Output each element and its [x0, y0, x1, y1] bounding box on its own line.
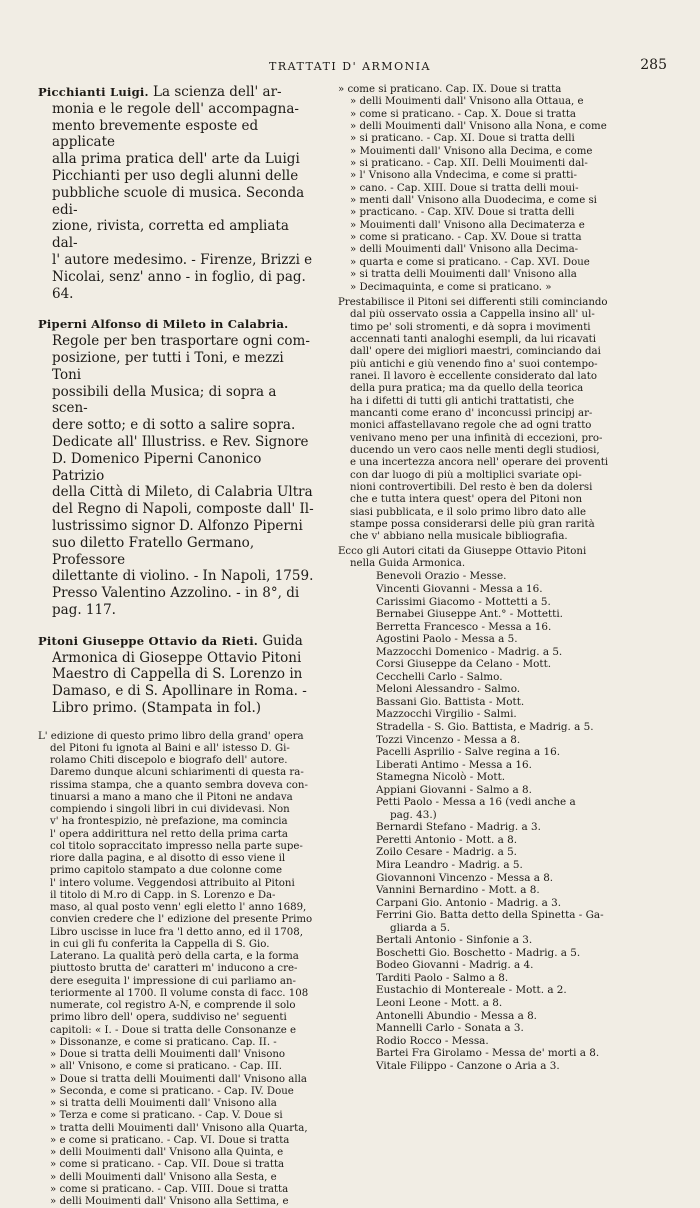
entry-line: l' autore medesimo. - Firenze, Brizzi e	[52, 251, 313, 268]
author-list-item: Berretta Francesco - Messa a 16.	[376, 620, 552, 633]
note-line: » delli Mouimenti dall' Vnisono alla Sesta, e	[50, 1171, 277, 1183]
page-header	[0, 57, 700, 80]
author-list-item: Petti Paolo - Messa a 16 (vedi anche a	[376, 796, 576, 809]
entry-line: Regole per ben trasportare ogni com-	[52, 333, 310, 350]
entry-author: Piperni Alfonso di Mileto in Calabria.	[38, 317, 289, 332]
paragraph-line: più antichi e giù venendo fino a' suoi contempo-	[350, 358, 598, 370]
author-list-item: Corsi Giuseppe da Celano - Mott.	[376, 658, 552, 671]
author-list-item: Bertali Antonio - Sinfonie a 3.	[376, 934, 533, 947]
quote-line: » si praticano. - Cap. XI. Doue si tratta delli	[350, 133, 575, 145]
entry-line: Picchianti per uso degli alunni delle	[52, 167, 299, 184]
entry-line: Maestro di Cappella di S. Lorenzo in	[52, 666, 303, 683]
note-line: dere eseguita l' impressione di cui parliamo an-	[50, 975, 296, 987]
note-line: compiendo i singoli libri in cui dividevasi. Non	[50, 804, 290, 816]
note-line: » come si praticano. - Cap. VIII. Doue si tratta	[50, 1183, 289, 1195]
author-list-item: Bernabei Giuseppe Ant.° - Mottetti.	[376, 608, 563, 621]
quote-line: » delli Mouimenti dall' Vnisono alla Ottaua, e	[350, 96, 584, 108]
author-list-item: Mazzocchi Virgilio - Salmi.	[376, 708, 517, 721]
note-line: Laterano. La qualità però della carta, e la forma	[50, 951, 299, 963]
note-line: in cui gli fu conferita la Cappella di S. Gio.	[50, 938, 270, 950]
paragraph-line: con dar luogo di più a moltiplici svariate opi-	[350, 469, 582, 481]
note-line: numerate, col registro A-N, e comprende il solo	[50, 1000, 296, 1012]
author-list-item: Cecchelli Carlo - Salmo.	[376, 670, 503, 683]
intro-line: Ecco gli Autori citati da Giuseppe Ottavio Pitoni	[338, 545, 587, 557]
note-line: piuttosto brutta de' caratteri m' inducono a cre-	[50, 963, 298, 975]
author-list-item: Giovannoni Vincenzo - Messa a 8.	[376, 871, 554, 884]
note-line: teriormente al 1700. Il volume consta di facc. 108	[50, 987, 309, 999]
left-column	[38, 84, 316, 1208]
author-list-item: Vannini Bernardino - Mott. a 8.	[376, 884, 540, 897]
note-line: » all' Vnisono, e come si praticano. - Cap. III.	[50, 1061, 283, 1073]
entry-first-line	[38, 633, 316, 650]
quote-line: » Mouimenti dall' Vnisono alla Decima, e come	[350, 145, 593, 157]
author-list-item: Liberati Antimo - Messa a 16.	[376, 758, 532, 771]
quote-line: » Mouimenti dall' Vnisono alla Decimaterza e	[350, 219, 585, 231]
paragraph-line: dall' opere dei migliori maestri, cominciando dai	[350, 346, 601, 358]
paragraph-line: Prestabilisce il Pitoni sei differenti stili cominciando	[338, 296, 608, 308]
author-list-item: Vitale Filippo - Canzone o Aria a 3.	[376, 1059, 560, 1072]
entry-line: pubbliche scuole di musica. Seconda edi-	[52, 184, 305, 218]
note-line: » Doue si tratta delli Mouimenti dall' Vnisono	[50, 1049, 286, 1061]
note-line: riore dalla pagina, e al disotto di esso viene il	[50, 853, 286, 865]
note-line: Daremo dunque alcuni schiarimenti di questa ra-	[50, 767, 304, 779]
entry-line: Nicolai, senz' anno - in foglio, di pag. 64.	[52, 268, 306, 302]
author-list-item: Appiani Giovanni - Salmo a 8.	[376, 783, 532, 796]
note-line: » delli Mouimenti dall' Vnisono alla Settima, e	[50, 1196, 289, 1208]
author-list-item: Leoni Leone - Mott. a 8.	[376, 997, 503, 1009]
entry-line: Armonica di Gioseppe Ottavio Pitoni	[52, 649, 302, 666]
paragraph-line: che v' abbiano nella musicale bibliografia.	[350, 531, 568, 543]
entry-line: Presso Valentino Azzolino. - in 8°, di	[52, 585, 300, 602]
note-line: l' intero volume. Veggendosi attribuito al Pitoni	[50, 877, 295, 889]
note-line: » come si praticano. - Cap. VII. Doue si tratta	[50, 1159, 285, 1171]
author-list-item: Bernardi Stefano - Madrig. a 3.	[376, 821, 541, 834]
note-line: rissima stampa, che a quanto sembra doveva con-	[50, 779, 308, 791]
author-list-item: Bartei Fra Girolamo - Messa de' morti a 8.	[376, 1047, 600, 1060]
author-list-item: Rodio Rocco - Messa.	[376, 1034, 489, 1047]
entry-line: monia e le regole dell' accompagna-	[52, 100, 299, 117]
intro-line: nella Guida Armonica.	[350, 558, 466, 570]
right-column	[338, 84, 656, 1072]
quote-line: » si praticano. - Cap. XII. Delli Mouimenti dal-	[350, 158, 588, 170]
entry-title-start: Guida	[258, 632, 303, 649]
author-list-item: Meloni Alessandro - Salmo.	[376, 683, 521, 696]
quote-line: » Decimaquinta, e come si praticano. »	[350, 281, 552, 293]
paragraph-line: mancanti come erano d' inconcussi principj ar-	[350, 407, 593, 419]
entry-line: pag. 117.	[52, 601, 116, 618]
quote-line: » come si praticano. Cap. IX. Doue si tratta	[338, 84, 562, 95]
entry-line: Libro primo. (Stampata in fol.)	[52, 699, 262, 716]
author-list-item: Mazzocchi Domenico - Madrig. a 5.	[376, 645, 563, 658]
entry-line: suo diletto Fratello Germano, Professore	[52, 534, 255, 568]
author-list-item: Tarditi Paolo - Salmo a 8.	[376, 971, 509, 984]
note-line: l' opera addirittura nel retto della prima carta	[50, 828, 288, 840]
author-list-item: Mira Leandro - Madrig. a 5.	[376, 858, 523, 871]
page-number: 285	[640, 57, 667, 73]
note-line: del Pitoni fu ignota al Baini e all' istesso D. Gi-	[50, 742, 290, 754]
author-list-item: Carpani Gio. Antonio - Madrig. a 3.	[376, 896, 562, 909]
note-line: tinuarsi a mano a mano che il Pitoni ne andava	[50, 791, 293, 803]
note-line: convien credere che l' edizione del presente Primo	[50, 914, 313, 926]
paragraph-line: venivano meno per una infinità di eccezioni, pro-	[350, 432, 603, 444]
author-list-item: Peretti Antonio - Mott. a 8.	[376, 833, 518, 846]
entry-author: Picchianti Luigi.	[38, 85, 149, 99]
entry-line: mento brevemente esposte ed applicate	[52, 117, 259, 151]
quote-line: » come si praticano. - Cap. X. Doue si tratta	[350, 108, 576, 120]
entry-line: del Regno di Napoli, composte dall' Il-	[52, 501, 314, 518]
paragraph-line: ha i difetti di tutti gli antichi trattatisti, che	[350, 395, 575, 407]
authors-list	[338, 570, 656, 1072]
paragraph-line: della pura pratica; ma da quello della teorica	[350, 383, 584, 395]
note-line: » Doue si tratta delli Mouimenti dall' Vnisono alla	[50, 1073, 307, 1085]
author-list-item: pag. 43.)	[390, 808, 437, 821]
quote-line: » delli Mouimenti dall' Vnisono alla Nona, e come	[350, 121, 607, 133]
quote-line: » practicano. - Cap. XIV. Doue si tratta delli	[350, 207, 575, 219]
entry-first-line	[38, 84, 316, 101]
quote-line: » delli Mouimenti dall' Vnisono alla Decima-	[350, 244, 579, 256]
author-list-item: Eustachio di Montereale - Mott. a 2.	[376, 984, 567, 997]
author-list-item: Bodeo Giovanni - Madrig. a 4.	[376, 959, 534, 972]
authors-intro	[338, 546, 656, 571]
author-list-item: Antonelli Abundio - Messa a 8.	[376, 1009, 537, 1022]
entry-line: possibili della Musica; di sopra a scen-	[52, 383, 277, 417]
paragraph-line: timo pe' soli stromenti, e dà sopra i movimenti	[350, 321, 591, 333]
entry-line: Dedicate all' Illustriss. e Rev. Signore	[52, 433, 309, 450]
note-line: col titolo sopraccitato impresso nella parte supe-	[50, 840, 303, 852]
bibliography-entries	[38, 84, 316, 717]
entry-line: della Città di Mileto, di Calabria Ultra	[52, 484, 313, 501]
entry-line: posizione, per tutti i Toni, e mezzi Toni	[52, 349, 284, 383]
author-list-item: Stamegna Nicolò - Mott.	[376, 771, 506, 784]
author-list-item: Benevoli Orazio - Messe.	[376, 570, 507, 583]
paragraph-line: siasi pubblicata, e il solo primo libro dato alle	[350, 506, 587, 518]
author-list-item: Pacelli Asprilio - Salve regina a 16.	[376, 746, 561, 759]
quote-line: » cano. - Cap. XIII. Doue si tratta delli moui-	[350, 182, 579, 194]
note-line: rolamo Chiti discepolo e biografo dell' autore.	[50, 755, 288, 767]
note-line: il titolo di M.ro di Capp. in S. Lorenzo e Da-	[50, 889, 276, 901]
bibliography-entry	[38, 633, 316, 717]
note-line: » e come si praticano. - Cap. VI. Doue si tratta	[50, 1134, 290, 1146]
paragraph-line: monici affastellavano regole che ad ogni tratto	[350, 420, 592, 432]
entry-line: dilettante di violino. - In Napoli, 1759.	[52, 568, 314, 585]
note-line: primo capitolo stampato a due colonne come	[50, 865, 283, 877]
author-list-item: Mannelli Carlo - Sonata a 3.	[376, 1022, 524, 1035]
paragraph-line: e una incertezza ancora nell' operare dei proventi	[350, 457, 609, 469]
note-line: maso, al qual posto venn' egli eletto l' anno 1689,	[50, 902, 307, 914]
entry-author: Pitoni Giuseppe Ottavio da Rieti.	[38, 633, 259, 648]
author-list-item: Vincenti Giovanni - Messa a 16.	[376, 582, 543, 595]
note-line: primo libro dell' opera, suddiviso ne' seguenti	[50, 1012, 287, 1024]
author-list-item: Carissimi Giacomo - Mottetti a 5.	[376, 595, 551, 608]
paragraph-line: dal più osservato ossia a Cappella insino all' ul-	[350, 309, 595, 321]
bibliography-entry	[38, 84, 316, 302]
author-list-item: gliarda a 5.	[390, 921, 451, 934]
author-list-item: Zoilo Cesare - Madrig. a 5.	[376, 846, 517, 859]
note-line: » Terza e come si praticano. - Cap. V. Doue si	[50, 1110, 283, 1122]
entry-title-start: La scienza dell' ar-	[148, 84, 282, 100]
paragraph-line: nioni controvertibili. Del resto è ben da dolersi	[350, 482, 593, 493]
quote-line: » menti dall' Vnisono alla Duodecima, e come si	[350, 195, 597, 207]
entry-line: dere sotto; e di sotto a salire sopra.	[52, 417, 296, 434]
paragraph-line: ducendo un vero caos nelle menti degli studiosi,	[350, 444, 600, 456]
note-line: L' edizione di questo primo libro della grand' opera	[38, 730, 304, 742]
paragraph-line: stampe possa considerarsi delle più gran rarità	[350, 519, 595, 531]
note-line: » Seconda, e come si praticano. - Cap. IV. Doue	[50, 1085, 294, 1097]
note-line: » tratta delli Mouimenti dall' Vnisono alla Quarta,	[50, 1122, 308, 1134]
quote-line: » si tratta delli Mouimenti dall' Vnisono alla	[350, 269, 577, 281]
quote-line: » quarta e come si praticano. - Cap. XVI. Doue	[350, 256, 590, 268]
chapter-quote	[338, 84, 656, 294]
paragraph-line: che e tutta intera quest' opera del Pitoni non	[350, 494, 583, 506]
note-line: capitoli: « I. - Doue si tratta delle Consonanze e	[50, 1024, 297, 1036]
quote-line: » come si praticano. - Cap. XV. Doue si tratta	[350, 232, 582, 244]
bibliography-entry	[38, 316, 316, 618]
note-line: v' ha frontespizio, nè prefazione, ma comincia	[50, 816, 288, 828]
author-list-item: Bassani Gio. Battista - Mott.	[376, 695, 525, 708]
quote-line: » l' Vnisono alla Vndecima, e come si pratti-	[350, 170, 577, 182]
note-line: » Dissonanze, e come si praticano. Cap. II. -	[50, 1036, 277, 1048]
author-list-item: Stradella - S. Gio. Battista, e Madrig. a 5.	[376, 720, 594, 733]
author-list-item: Ferrini Gio. Batta detto della Spinetta - Ga-	[376, 909, 604, 922]
entry-line: zione, rivista, corretta ed ampliata dal-	[52, 218, 289, 252]
author-list-item: Agostini Paolo - Messa a 5.	[376, 633, 518, 646]
note-line: » si tratta delli Mouimenti dall' Vnisono alla	[50, 1098, 277, 1110]
paragraph-line: ranei. Il lavoro è eccellente considerato dal lato	[350, 370, 597, 382]
author-list-item: Boschetti Gio. Boschetto - Madrig. a 5.	[376, 946, 581, 959]
entry-line: D. Domenico Piperni Canonico Patrizio	[52, 450, 262, 484]
note-line: » delli Mouimenti dall' Vnisono alla Quinta, e	[50, 1147, 284, 1159]
commentary-paragraph	[338, 297, 656, 544]
note-line: Libro uscisse in luce fra 'l detto anno, ed il 1708,	[50, 926, 303, 938]
running-title: TRATTATI D' ARMONIA	[268, 60, 432, 73]
author-list-item: Tozzi Vincenzo - Messa a 8.	[376, 733, 521, 746]
pitoni-note	[38, 731, 316, 1208]
entry-line: Damaso, e di S. Apollinare in Roma. -	[52, 683, 307, 700]
paragraph-line: accennati tanti analoghi esempli, da lui ricavati	[350, 333, 596, 345]
entry-line: lustrissimo signor D. Alfonzo Piperni	[52, 517, 303, 534]
entry-first-line	[38, 316, 316, 333]
entry-line: alla prima pratica dell' arte da Luigi	[52, 151, 300, 168]
